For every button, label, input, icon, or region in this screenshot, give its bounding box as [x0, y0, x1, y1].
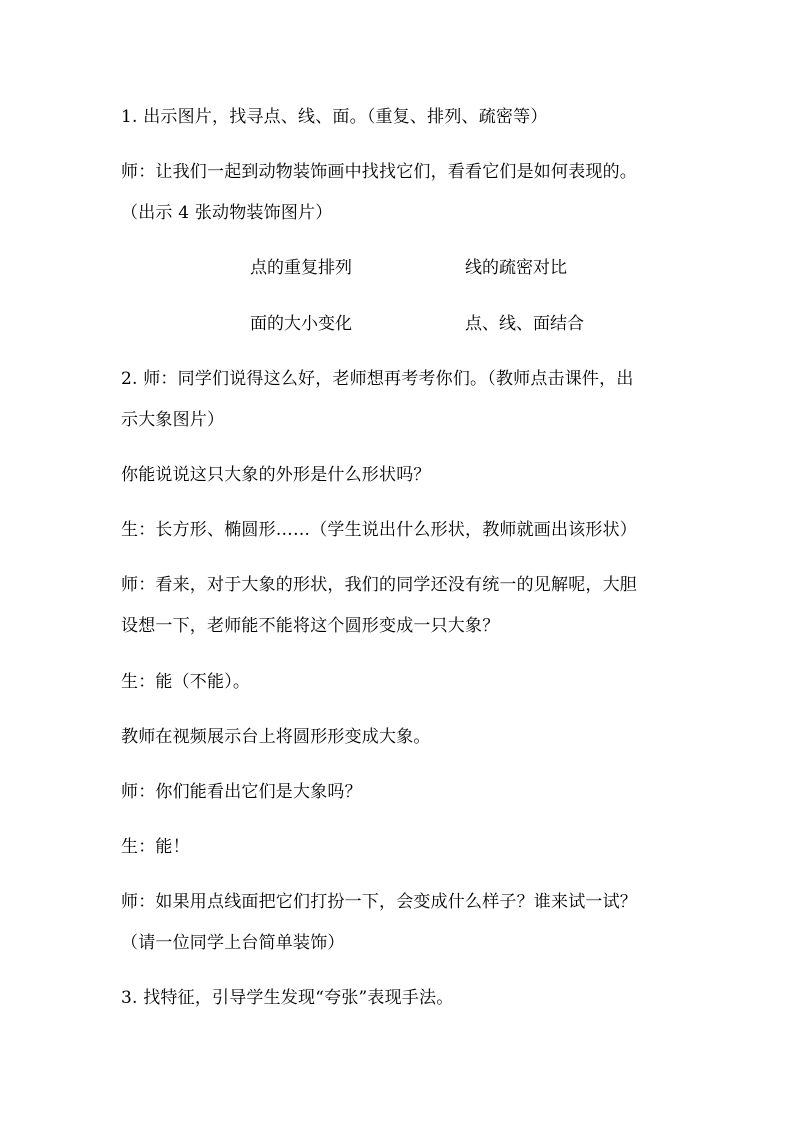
grid-item-combination: 点、线、面结合	[465, 314, 584, 334]
grid-item-dots-repetition: 点的重复排列	[250, 258, 352, 278]
paragraph-student-yes: 生：能！	[121, 837, 190, 857]
paragraph-teacher-intro-line-2: （出示 4 张动物装饰图片）	[121, 203, 333, 223]
paragraph-step-3: 3. 找特征，引导学生发现“夸张”表现手法。	[121, 988, 454, 1008]
paragraph-teacher-imagine-line-2: 设想一下，老师能不能将这个圆形变成一只大象？	[121, 616, 500, 636]
paragraph-teacher-decorate-line-2: （请一位同学上台简单装饰）	[121, 933, 345, 953]
paragraph-student-answer: 生：长方形、椭圆形……（学生说出什么形状，教师就画出该形状）	[121, 520, 637, 540]
paragraph-teacher-intro-line-1: 师：让我们一起到动物装饰画中找找它们，看看它们是如何表现的。	[121, 162, 637, 182]
paragraph-step-2-line-1: 2. 师：同学们说得这么好，老师想再考考你们。（教师点击课件，出	[121, 369, 634, 389]
paragraph-teacher-ask-elephant: 师：你们能看出它们是大象吗？	[121, 782, 362, 802]
paragraph-student-can: 生：能（不能）。	[121, 672, 251, 692]
paragraph-teacher-demo: 教师在视频展示台上将圆形形变成大象。	[121, 727, 431, 747]
paragraph-teacher-imagine-line-1: 师：看来，对于大象的形状，我们的同学还没有统一的见解呢，大胆	[121, 575, 637, 595]
paragraph-step-2-line-2: 示大象图片）	[121, 410, 225, 430]
paragraph-teacher-decorate-line-1: 师：如果用点线面把它们打扮一下，会变成什么样子？谁来试一试？	[121, 892, 637, 912]
paragraph-question-shape: 你能说说这只大象的外形是什么形状吗？	[121, 465, 431, 485]
paragraph-step-1: 1. 出示图片，找寻点、线、面。（重复、排列、疏密等）	[121, 107, 548, 127]
grid-item-lines-contrast: 线的疏密对比	[465, 258, 567, 278]
grid-item-planes-size: 面的大小变化	[250, 314, 352, 334]
